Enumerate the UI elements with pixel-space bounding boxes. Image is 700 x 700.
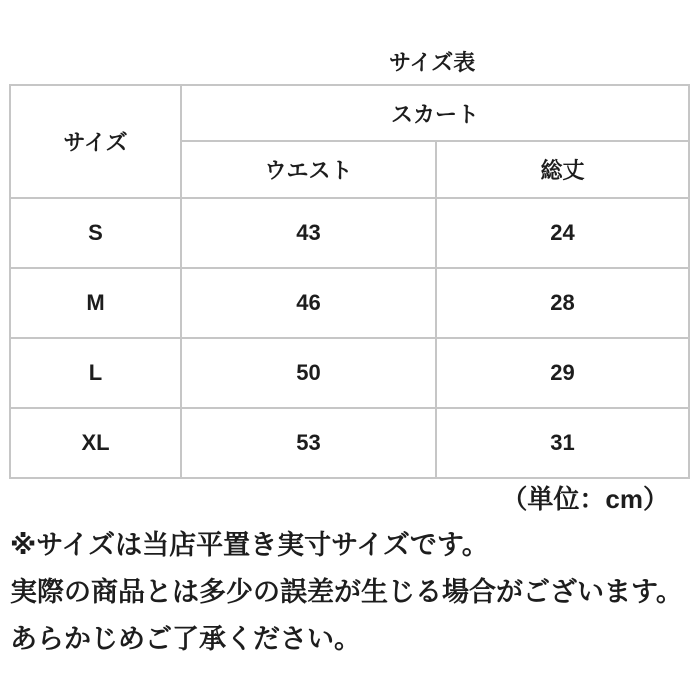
unit-label: （単位：cm） [501, 484, 669, 514]
table-row-s [10, 198, 689, 268]
cell-size-label: L [10, 338, 181, 408]
header-cell-skirt-group: スカート [181, 85, 689, 141]
cell-length-value: 24 [436, 198, 689, 268]
cell-length-value: 28 [436, 268, 689, 338]
cell-length-value: 31 [436, 408, 689, 478]
table-row-l [10, 338, 689, 408]
cell-waist-value: 43 [181, 198, 436, 268]
table-header-group-row [10, 85, 689, 141]
cell-waist-value: 53 [181, 408, 436, 478]
size-table [9, 84, 690, 479]
table-row-xl [10, 408, 689, 478]
disclaimer-notes [10, 522, 683, 663]
cell-size-label: S [10, 198, 181, 268]
cell-size-label: XL [10, 408, 181, 478]
header-cell-length: 総丈 [436, 141, 689, 198]
cell-waist-value: 46 [181, 268, 436, 338]
chart-title: サイズ表 [389, 50, 476, 75]
note-line-measured-flat: ※サイズは当店平置き実寸サイズです。 [10, 530, 489, 560]
note-line-tolerance: 実際の商品とは多少の誤差が生じる場合がございます。 [10, 577, 683, 607]
table-row-m [10, 268, 689, 338]
header-cell-waist: ウエスト [181, 141, 436, 198]
cell-waist-value: 50 [181, 338, 436, 408]
cell-length-value: 29 [436, 338, 689, 408]
cell-size-label: M [10, 268, 181, 338]
note-line-understanding: あらかじめご了承ください。 [10, 624, 361, 654]
header-cell-size: サイズ [10, 85, 181, 198]
